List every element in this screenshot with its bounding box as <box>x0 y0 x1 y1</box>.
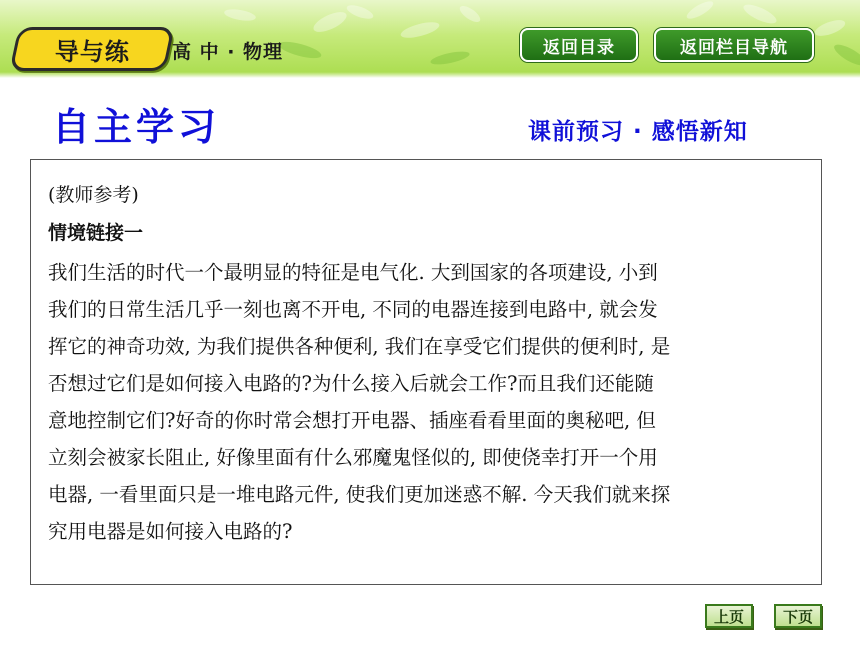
brand-logo-text: 导与练 <box>54 37 130 66</box>
previous-page-button[interactable]: 上页 <box>705 604 753 628</box>
paragraph-line: 我们的日常生活几乎一刻也离不开电, 不同的电器连接到电路中, 就会发 <box>48 298 658 321</box>
back-to-toc-button[interactable]: 返回目录 <box>520 28 638 62</box>
brand-logo <box>9 27 174 71</box>
next-page-button[interactable]: 下页 <box>774 604 822 628</box>
paragraph-line: 究用电器是如何接入电路的? <box>48 520 293 543</box>
subject-label: 高 中 · 物理 <box>172 41 284 63</box>
paragraph-line: 我们生活的时代一个最明显的特征是电气化. 大到国家的各项建设, 小到 <box>48 261 658 284</box>
teacher-reference-note: (教师参考) <box>48 184 139 206</box>
paragraph-line: 挥它的神奇功效, 为我们提供各种便利, 我们在享受它们提供的便利时, 是 <box>48 335 671 358</box>
back-to-section-nav-button[interactable]: 返回栏目导航 <box>654 28 814 62</box>
content-panel <box>30 159 822 585</box>
paragraph-line: 意地控制它们?好奇的你时常会想打开电器、插座看看里面的奥秘吧, 但 <box>48 409 656 432</box>
paragraph-line: 立刻会被家长阻止, 好像里面有什么邪魔鬼怪似的, 即使侥幸打开一个用 <box>48 446 658 469</box>
paragraph-line: 否想过它们是如何接入电路的?为什么接入后就会工作?而且我们还能随 <box>48 372 654 395</box>
section-title: 自主学习 <box>52 105 221 149</box>
paragraph-line: 电器, 一看里面只是一堆电路元件, 使我们更加迷惑不解. 今天我们就来探 <box>48 483 671 506</box>
context-heading: 情境链接一 <box>48 222 144 244</box>
section-subtitle: 课前预习 · 感悟新知 <box>528 119 748 145</box>
context-paragraph <box>48 254 808 550</box>
header-banner <box>0 0 860 78</box>
